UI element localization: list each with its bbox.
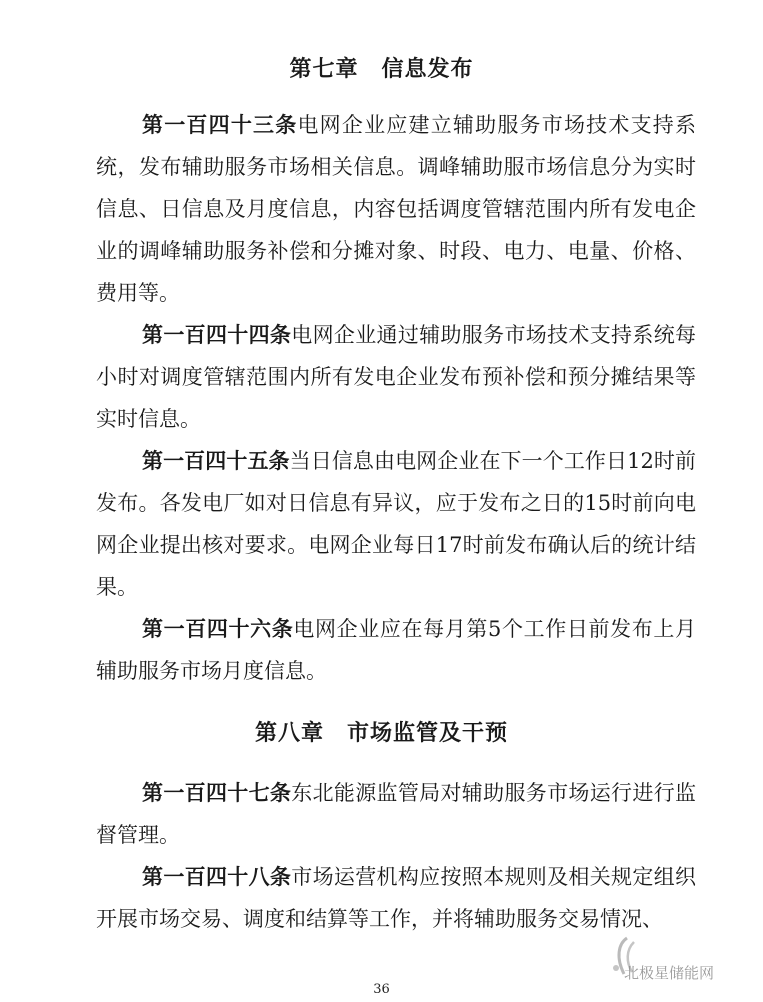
article-147 <box>96 772 696 856</box>
article-146 <box>96 608 696 692</box>
chapter-7-title: 第七章 信息发布 <box>289 57 474 82</box>
article-147-text: 东北能源监管局对辅助服务市场运行进行监督管理。 <box>96 781 697 847</box>
article-143-label: 第一百四十三条 <box>142 113 298 137</box>
article-145-text: 当日信息由电网企业在下一个工作日12时前发布。各发电厂如对日信息有异议，应于发布之日的15时前向电网企业提出核对要求。电网企业每日17时前发布确认后的统计结果。 <box>96 449 696 599</box>
article-148-label: 第一百四十八条 <box>142 865 292 889</box>
article-145-label: 第一百四十五条 <box>142 449 290 473</box>
article-144 <box>96 314 696 440</box>
article-144-text: 电网企业通过辅助服务市场技术支持系统每小时对调度管辖范围内所有发电企业发布预补偿和预分摊结果等实时信息。 <box>96 323 697 431</box>
article-143-text: 电网企业应建立辅助服务市场技术支持系统，发布辅助服务市场相关信息。调峰辅助服市场信息分为实时信息、日信息及月度信息，内容包括调度管辖范围内所有发电企业的调峰辅助服务补偿和分摊对象、时段、电力、电量、价格、费用等。 <box>96 113 697 305</box>
article-145 <box>96 440 696 608</box>
watermark-text: 北极星储能网 <box>624 964 715 982</box>
article-147-label: 第一百四十七条 <box>142 781 292 805</box>
article-148 <box>96 856 696 940</box>
article-148-text: 市场运营机构应按照本规则及相关规定组织开展市场交易、调度和结算等工作，并将辅助服务交易情况、 <box>96 865 697 931</box>
watermark <box>598 932 758 992</box>
page-number: 36 <box>373 982 390 997</box>
article-143 <box>96 104 696 314</box>
chapter-8-title: 第八章 市场监管及干预 <box>254 721 508 746</box>
article-144-label: 第一百四十四条 <box>142 323 292 347</box>
article-146-text: 电网企业应在每月第5个工作日前发布上月辅助服务市场月度信息。 <box>96 617 697 683</box>
article-146-label: 第一百四十六条 <box>142 617 294 641</box>
